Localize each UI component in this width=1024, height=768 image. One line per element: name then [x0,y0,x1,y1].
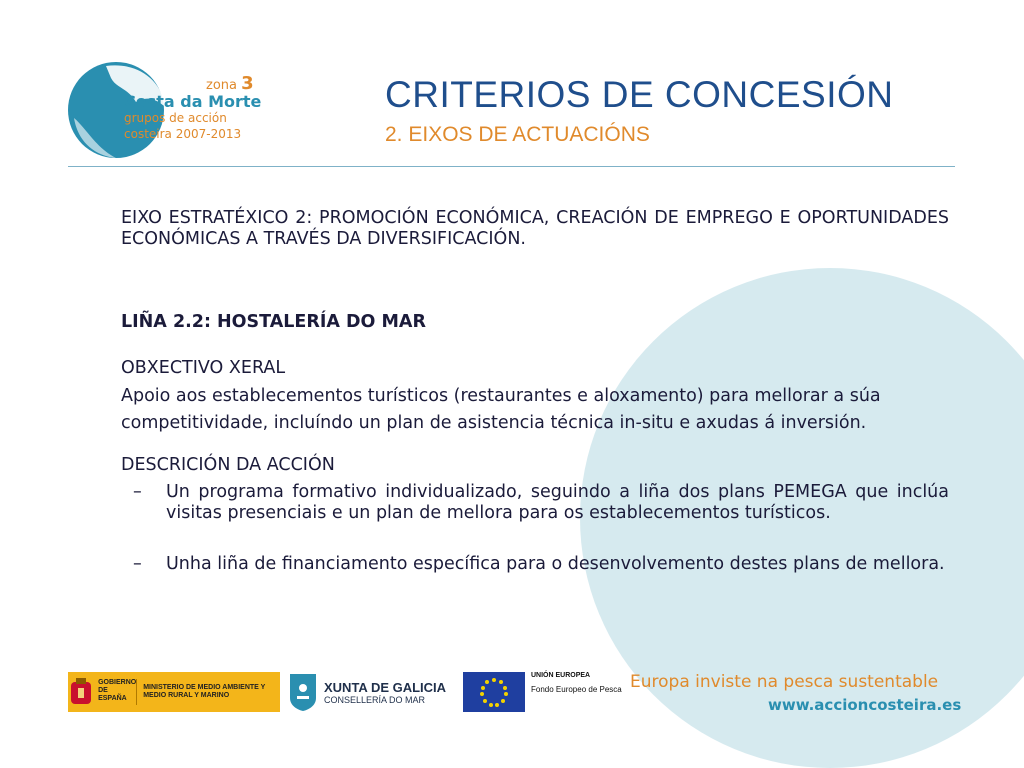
slide-body [121,208,949,605]
galicia-department: CONSELLERÍA DO MAR [324,694,426,705]
spain-ministry-label: MINISTERIO DE MEDIO AMBIENTE Y MEDIO RURAL Y MARINO [143,684,266,699]
objective-title: OBXECTIVO XERAL [121,358,286,378]
footer-slogan: Europa inviste na pesca sustentable [630,672,939,692]
header-divider [68,166,955,167]
logo-zone: zona 3 [206,73,254,94]
line-title: LIÑA 2.2: HOSTALERÍA DO MAR [121,312,426,332]
logo-grupos: grupos de acción [124,111,227,125]
eu-fund-logo [463,672,623,714]
spain-gov-label: GOBIERNO DE ESPAÑA [94,679,137,705]
bullet-dash: – [133,554,142,574]
spain-government-logo [68,672,280,712]
logo-costa-da-morte: Costa da Morte [124,92,262,111]
footer-website: www.accioncosteira.es [768,696,962,714]
objective-text: Apoio aos establecementos turísticos (restaurantes e aloxamento) para mellorar a súa competitividade, incluíndo un plan de asistencia técnica in-situ e axudas á inversión. [121,386,881,433]
galicia-shield-icon [288,672,318,712]
costa-da-morte-logo [66,58,266,168]
description-title: DESCRICIÓN DA ACCIÓN [121,455,335,475]
bullet-text: Unha liña de financiamento específica para o desenvolvemento destes plans de mellora. [166,554,945,574]
xunta-galicia-logo [288,672,458,712]
logo-text [124,73,274,142]
bullet-item [121,482,949,524]
bullet-text: Un programa formativo individualizado, seguindo a liña dos plans PEMEGA que inclúa visitas presenciais e un plan de mellora para os establecementos turísticos. [166,482,949,523]
eu-name: UNIÓN EUROPEA [531,672,591,679]
bullet-dash: – [133,482,142,502]
galicia-name: XUNTA DE GALICIA [324,679,447,695]
strategic-axis-text: EIXO ESTRATÉXICO 2: PROMOCIÓN ECONÓMICA, CREACIÓN DE EMPREGO E OPORTUNIDADES ECONÓMICAS A TRAVÉS DA DIVERSIFICACIÓN. [121,208,949,249]
logo-costeira: costeira 2007-2013 [124,127,242,141]
spain-crest-icon [68,672,94,712]
bullet-item [121,554,949,575]
eu-flag-icon [463,672,525,712]
page-subtitle: 2. EIXOS DE ACTUACIÓNS [385,123,650,146]
eu-fund-name: Fondo Europeo de Pesca [531,685,622,694]
footer-logos [68,670,968,718]
page-title: CRITERIOS DE CONCESIÓN [385,74,894,115]
